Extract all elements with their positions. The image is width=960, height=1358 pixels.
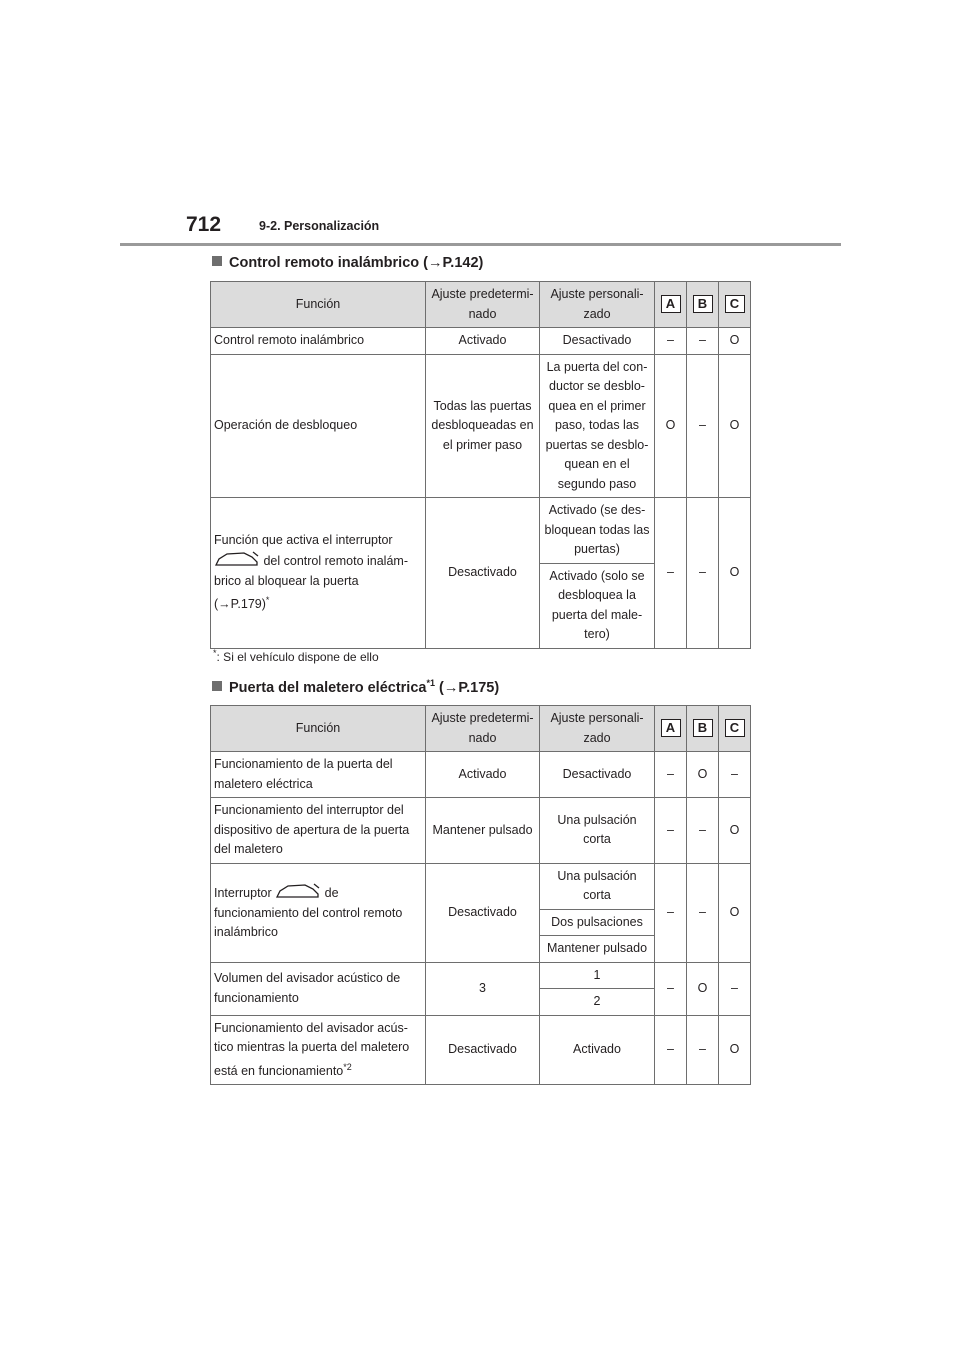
- cell-function: Volumen del avisador acústico de funcionamiento: [211, 962, 426, 1015]
- table-row: [211, 962, 751, 989]
- cell-custom: Activado: [540, 1015, 655, 1085]
- cell-function: Funcionamiento del avisador acús-tico mientras la puerta del maletero está en funcionamiento$^{*2}$: [211, 1015, 426, 1085]
- col-header-a: A: [655, 706, 687, 752]
- page-number: 712: [186, 213, 222, 236]
- cell-custom-option: Activado (se des-bloquean todas las puertas): [540, 498, 655, 564]
- col-header-default: Ajuste predetermi-nado: [426, 706, 540, 752]
- cell-custom: Desactivado: [540, 752, 655, 798]
- table-row: [211, 863, 751, 909]
- footnote: *: Si el vehículo dispone de ello: [213, 648, 379, 664]
- cell-function: Control remoto inalámbrico: [211, 328, 426, 355]
- cell-b: –: [687, 498, 719, 649]
- cell-default: 3: [426, 962, 540, 1015]
- cell-b: O: [687, 752, 719, 798]
- tailgate-car-icon: [214, 550, 260, 568]
- table-row: [211, 498, 751, 564]
- bullet-square-icon: [212, 681, 222, 691]
- cell-custom-option: Mantener pulsado: [540, 936, 655, 963]
- cell-function: Funcionamiento de la puerta del maletero eléctrica: [211, 752, 426, 798]
- power-tailgate-table: [210, 705, 751, 1085]
- cell-function: Función que activa el interruptor del control remoto inalám-brico al bloquear la puerta (→P.179)*: [211, 498, 426, 649]
- col-header-default: Ajuste predetermi-nado: [426, 282, 540, 328]
- section-label: 9-2. Personalización: [259, 219, 380, 233]
- table-row: [211, 354, 751, 498]
- cell-custom: Una pulsación corta: [540, 798, 655, 864]
- cell-b: –: [687, 1015, 719, 1085]
- table-header-row: [211, 706, 751, 752]
- col-header-b: B: [687, 282, 719, 328]
- cell-custom: Desactivado: [540, 328, 655, 355]
- col-header-a: A: [655, 282, 687, 328]
- cell-a: –: [655, 328, 687, 355]
- bullet-square-icon: [212, 256, 222, 266]
- cell-function: Funcionamiento del interruptor del dispositivo de apertura de la puerta del maletero: [211, 798, 426, 864]
- cell-default: Desactivado: [426, 863, 540, 962]
- table-row: [211, 798, 751, 864]
- cell-custom-option: Una pulsación corta: [540, 863, 655, 909]
- cell-a: O: [655, 354, 687, 498]
- cell-b: O: [687, 962, 719, 1015]
- cell-custom: La puerta del con-ductor se desblo-quea en el primer paso, todas las puertas se desblo-quean en el segundo paso: [540, 354, 655, 498]
- col-header-c: C: [719, 706, 751, 752]
- cell-default: Todas las puertas desbloqueadas en el primer paso: [426, 354, 540, 498]
- col-header-custom: Ajuste personali-zado: [540, 706, 655, 752]
- table-row: [211, 752, 751, 798]
- cell-c: O: [719, 863, 751, 962]
- cell-custom-option: 1: [540, 962, 655, 989]
- cell-b: –: [687, 863, 719, 962]
- section-heading-tailgate: Puerta del maletero eléctrica$^{*1}$ (→P.175): [212, 678, 499, 696]
- tailgate-car-icon: [275, 882, 321, 900]
- cell-c: O: [719, 498, 751, 649]
- cell-function: Interruptor de funcionamiento del control remoto inalámbrico: [211, 863, 426, 962]
- cell-custom-option: Activado (solo se desbloquea la puerta del male-tero): [540, 563, 655, 648]
- section-heading-remote: Control remoto inalámbrico (→P.142): [212, 255, 483, 271]
- cell-c: O: [719, 354, 751, 498]
- cell-a: –: [655, 752, 687, 798]
- cell-b: –: [687, 798, 719, 864]
- cell-default: Desactivado: [426, 1015, 540, 1085]
- col-header-c: C: [719, 282, 751, 328]
- cell-default: Desactivado: [426, 498, 540, 649]
- col-header-function: Función: [211, 706, 426, 752]
- cell-c: O: [719, 328, 751, 355]
- table-header-row: [211, 282, 751, 328]
- cell-b: –: [687, 354, 719, 498]
- cell-custom-option: Dos pulsaciones: [540, 909, 655, 936]
- col-header-function: Función: [211, 282, 426, 328]
- table-row: [211, 1015, 751, 1085]
- cell-c: O: [719, 1015, 751, 1085]
- cell-a: –: [655, 962, 687, 1015]
- cell-a: –: [655, 798, 687, 864]
- col-header-b: B: [687, 706, 719, 752]
- cell-c: –: [719, 962, 751, 1015]
- cell-a: –: [655, 498, 687, 649]
- remote-control-table: [210, 281, 751, 649]
- cell-default: Activado: [426, 752, 540, 798]
- col-header-custom: Ajuste personali-zado: [540, 282, 655, 328]
- header-rule: [120, 243, 841, 246]
- cell-custom-option: 2: [540, 989, 655, 1016]
- cell-c: O: [719, 798, 751, 864]
- cell-b: –: [687, 328, 719, 355]
- cell-a: –: [655, 1015, 687, 1085]
- cell-a: –: [655, 863, 687, 962]
- cell-function: Operación de desbloqueo: [211, 354, 426, 498]
- cell-default: Mantener pulsado: [426, 798, 540, 864]
- cell-default: Activado: [426, 328, 540, 355]
- table-row: [211, 328, 751, 355]
- cell-c: –: [719, 752, 751, 798]
